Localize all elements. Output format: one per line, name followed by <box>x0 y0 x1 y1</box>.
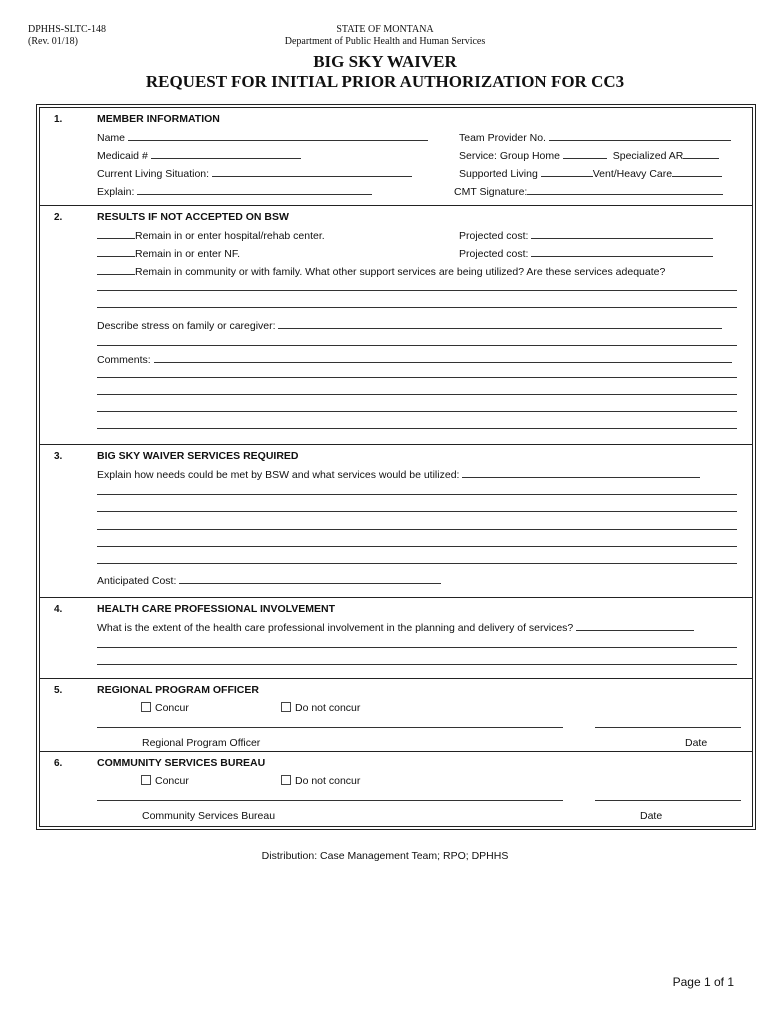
community-label: Remain in community or with family. What other support services are being utilized? Are these services adequate? <box>135 266 666 278</box>
section-heading: COMMUNITY SERVICES BUREAU <box>97 757 266 769</box>
section-number: 1. <box>54 114 63 125</box>
csb-signer-label: Community Services Bureau <box>142 810 276 822</box>
csb-not-concur-checkbox[interactable] <box>281 775 360 788</box>
supported-living-field[interactable] <box>459 166 722 181</box>
projected-cost-hospital-field[interactable] <box>459 228 713 243</box>
checkbox-icon <box>141 775 151 785</box>
section-heading: RESULTS IF NOT ACCEPTED ON BSW <box>97 211 289 223</box>
answer-line[interactable] <box>97 290 737 291</box>
section-heading: HEALTH CARE PROFESSIONAL INVOLVEMENT <box>97 603 336 615</box>
state-name: STATE OF MONTANA <box>336 24 434 35</box>
rpo-not-concur-checkbox[interactable] <box>281 702 360 715</box>
answer-line[interactable] <box>97 511 737 512</box>
section-number: 3. <box>54 451 63 462</box>
section-heading: MEMBER INFORMATION <box>97 113 220 125</box>
rpo-concur-checkbox[interactable] <box>141 702 189 715</box>
name-label: Name <box>97 132 126 144</box>
answer-line[interactable] <box>97 377 737 378</box>
section-heading: BIG SKY WAIVER SERVICES REQUIRED <box>97 450 299 462</box>
rpo-date-line[interactable] <box>595 727 741 728</box>
vent-heavy-care-label: Vent/Heavy Care <box>592 168 673 180</box>
service-group-home-label: Service: Group Home <box>459 150 560 162</box>
team-provider-field[interactable] <box>459 130 731 145</box>
comments-label: Comments: <box>97 354 151 366</box>
cmt-signature-field[interactable] <box>454 184 723 199</box>
living-situation-field[interactable] <box>97 166 412 181</box>
rpo-signature-line[interactable] <box>97 727 563 728</box>
answer-line[interactable] <box>97 563 737 564</box>
community-option[interactable] <box>97 264 665 279</box>
explain-needs-field[interactable] <box>97 467 700 482</box>
hospital-label: Remain in or enter hospital/rehab center. <box>135 230 325 242</box>
section-member-information <box>40 108 752 206</box>
answer-line[interactable] <box>97 394 737 395</box>
projected-cost-label: Projected cost: <box>459 230 529 242</box>
concur-label: Concur <box>155 775 189 787</box>
checkbox-icon <box>281 702 291 712</box>
section-bsw-services-required <box>40 445 752 598</box>
team-provider-label: Team Provider No. <box>459 132 546 144</box>
extent-label: What is the extent of the health care professional involvement in the planning and delivery of services? <box>97 622 574 634</box>
anticipated-cost-field[interactable] <box>97 573 441 588</box>
answer-line[interactable] <box>97 428 737 429</box>
answer-line[interactable] <box>97 546 737 547</box>
explain-needs-label: Explain how needs could be met by BSW and what services would be utilized: <box>97 469 460 481</box>
specialized-ar-label: Specialized AR <box>612 150 684 162</box>
section-regional-program-officer <box>40 679 752 752</box>
cmt-signature-label: CMT Signature: <box>454 186 528 198</box>
name-field[interactable] <box>97 130 428 145</box>
page-number: Page 1 of 1 <box>672 975 734 989</box>
agency-header <box>0 24 770 48</box>
section-number: 4. <box>54 604 63 615</box>
form-number: DPHHS-SLTC-148 <box>28 24 106 35</box>
stress-field[interactable] <box>97 318 722 333</box>
projected-cost-label: Projected cost: <box>459 248 529 260</box>
projected-cost-nf-field[interactable] <box>459 246 713 261</box>
section-community-services-bureau <box>40 752 752 824</box>
csb-date-label: Date <box>640 810 663 822</box>
answer-line[interactable] <box>97 411 737 412</box>
answer-line[interactable] <box>97 307 737 308</box>
title-line-1: BIG SKY WAIVER <box>313 52 457 71</box>
living-situation-label: Current Living Situation: <box>97 168 210 180</box>
section-number: 6. <box>54 758 63 769</box>
checkbox-icon <box>281 775 291 785</box>
concur-label: Concur <box>155 702 189 714</box>
csb-concur-checkbox[interactable] <box>141 775 189 788</box>
not-concur-label: Do not concur <box>295 775 361 787</box>
rpo-signer-label: Regional Program Officer <box>142 737 261 749</box>
answer-line[interactable] <box>97 529 737 530</box>
section-number: 2. <box>54 212 63 223</box>
answer-line[interactable] <box>97 664 737 665</box>
answer-line[interactable] <box>97 494 737 495</box>
section-heading: REGIONAL PROGRAM OFFICER <box>97 684 259 696</box>
extent-field[interactable] <box>97 620 694 635</box>
checkbox-icon <box>141 702 151 712</box>
stress-label: Describe stress on family or caregiver: <box>97 320 276 332</box>
csb-date-line[interactable] <box>595 800 741 801</box>
department-name: Department of Public Health and Human Services <box>284 36 486 47</box>
section-health-care-professional <box>40 598 752 679</box>
answer-line[interactable] <box>97 345 737 346</box>
title-line-2: REQUEST FOR INITIAL PRIOR AUTHORIZATION FOR CC3 <box>145 72 625 91</box>
section-results-not-accepted <box>40 206 752 445</box>
nf-label: Remain in or enter NF. <box>135 248 241 260</box>
form-revision: (Rev. 01/18) <box>28 36 78 47</box>
comments-field[interactable] <box>97 352 732 367</box>
rpo-date-label: Date <box>685 737 708 749</box>
page-title <box>0 52 770 92</box>
service-group-home-field[interactable] <box>459 148 719 163</box>
not-concur-label: Do not concur <box>295 702 361 714</box>
form-table <box>36 104 756 830</box>
medicaid-field[interactable] <box>97 148 301 163</box>
csb-signature-line[interactable] <box>97 800 563 801</box>
explain-field[interactable] <box>97 184 372 199</box>
medicaid-label: Medicaid # <box>97 150 148 162</box>
hospital-option[interactable] <box>97 228 325 243</box>
nf-option[interactable] <box>97 246 240 261</box>
distribution-note: Distribution: Case Management Team; RPO; DPHHS <box>261 850 509 862</box>
answer-line[interactable] <box>97 647 737 648</box>
anticipated-cost-label: Anticipated Cost: <box>97 575 177 587</box>
section-number: 5. <box>54 685 63 696</box>
supported-living-label: Supported Living <box>459 168 538 180</box>
explain-label: Explain: <box>97 186 135 198</box>
